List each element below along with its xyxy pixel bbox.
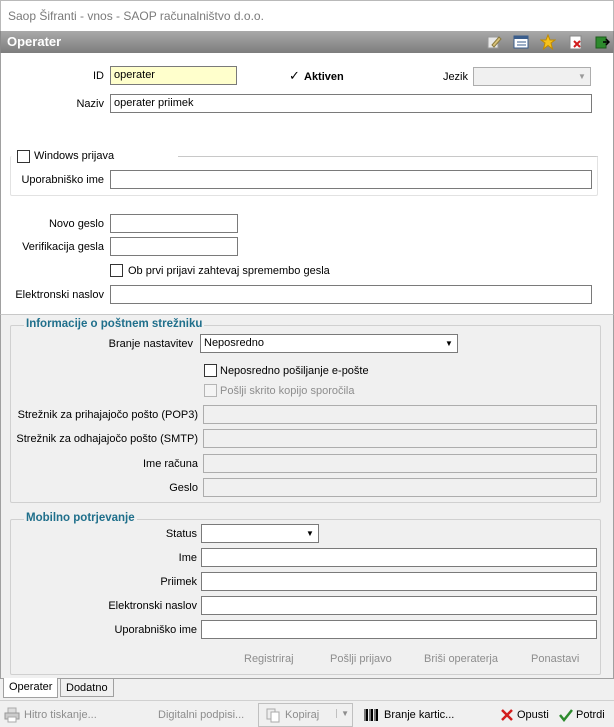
opusti-label: Opusti (517, 709, 549, 721)
ime-racuna-label: Ime računa (142, 458, 198, 470)
ime-racuna-input[interactable] (203, 454, 597, 473)
branje-kartic-label: Branje kartic... (384, 709, 455, 721)
chevron-down-icon[interactable]: ▼ (445, 339, 453, 348)
status-label: Status (165, 528, 197, 540)
geslo-input[interactable] (203, 478, 597, 497)
ime-input[interactable] (201, 548, 597, 567)
form-title: Operater (7, 34, 62, 49)
sprememba-gesla-checkbox[interactable] (110, 264, 123, 277)
tab-dodatno[interactable]: Dodatno (60, 678, 114, 697)
hitro-tiskanje-label: Hitro tiskanje... (24, 709, 97, 721)
uporabnisko-ime-input[interactable] (110, 170, 592, 189)
sprememba-gesla-label: Ob prvi prijavi zahtevaj spremembo gesla (128, 265, 330, 277)
uporabnisko-ime-label: Uporabniško ime (21, 174, 104, 186)
registriraj-button[interactable]: Registriraj (244, 653, 294, 665)
elektronski-naslov-input[interactable] (110, 285, 592, 304)
geslo-label: Geslo (169, 482, 198, 494)
verifikacija-gesla-label: Verifikacija gesla (22, 241, 104, 253)
check-icon (559, 708, 573, 722)
aktiven-label: Aktiven (304, 71, 344, 83)
skrito-checkbox[interactable] (204, 384, 217, 397)
skrito-label: Pošlji skrito kopijo sporočila (220, 385, 355, 397)
printer-icon (4, 707, 20, 723)
mail-group-title: Informacije o poštnem strežniku (26, 318, 203, 330)
naziv-label: Naziv (76, 98, 104, 110)
ime-label: Ime (178, 552, 197, 564)
digitalni-podpisi-button[interactable]: Digitalni podpisi... (158, 709, 245, 721)
novo-geslo-input[interactable] (110, 214, 238, 233)
id-input[interactable]: operater (110, 66, 237, 85)
aktiven-checkbox[interactable]: ✓ (289, 68, 300, 83)
ponastavi-button[interactable]: Ponastavi (531, 653, 580, 665)
chevron-down-icon[interactable]: ▼ (336, 709, 349, 718)
tab-operater[interactable]: Operater (3, 678, 58, 698)
delete-icon[interactable] (567, 33, 585, 51)
form-header (0, 31, 614, 53)
hitro-tiskanje-button[interactable] (4, 704, 97, 726)
novo-geslo-label: Novo geslo (48, 218, 104, 230)
mobile-username-label: Uporabniško ime (114, 624, 197, 636)
mobile-email-label: Elektronski naslov (108, 600, 197, 612)
potrdi-label: Potrdi (576, 709, 605, 721)
potrdi-button[interactable] (559, 704, 605, 726)
id-label: ID (93, 70, 104, 82)
exit-icon[interactable] (593, 33, 611, 51)
branje-kartic-button[interactable] (364, 704, 454, 726)
priimek-input[interactable] (201, 572, 597, 591)
elektronski-naslov-label: Elektronski naslov (15, 289, 104, 301)
smtp-label: Strežnik za odhajajočo pošto (SMTP) (16, 433, 198, 445)
windows-prijava-label: Windows prijava (34, 150, 115, 162)
priimek-label: Priimek (160, 576, 197, 588)
mobile-email-input[interactable] (201, 596, 597, 615)
list-icon[interactable] (512, 33, 530, 51)
naziv-input[interactable]: operater priimek (110, 94, 592, 113)
chevron-down-icon[interactable]: ▼ (306, 529, 314, 538)
neposredno-checkbox[interactable] (204, 364, 217, 377)
jezik-label: Jezik (442, 71, 468, 83)
pop3-label: Strežnik za prihajajočo pošto (POP3) (17, 409, 198, 421)
star-icon[interactable] (539, 33, 557, 51)
branje-label: Branje nastavitev (108, 338, 193, 350)
kopiraj-button[interactable] (258, 703, 353, 727)
close-icon (500, 708, 514, 722)
brisi-operaterja-button[interactable]: Briši operaterja (424, 653, 498, 665)
chevron-down-icon[interactable]: ▼ (578, 72, 586, 81)
window-title: Saop Šifranti - vnos - SAOP računalništvo d.o.o. (8, 9, 264, 23)
kopiraj-label: Kopiraj (285, 709, 320, 721)
pop3-input[interactable] (203, 405, 597, 424)
branje-select[interactable]: Neposredno ▼ (200, 334, 458, 353)
mobile-username-input[interactable] (201, 620, 597, 639)
poslji-prijavo-button[interactable]: Pošlji prijavo (330, 653, 392, 665)
opusti-button[interactable] (500, 704, 549, 726)
jezik-select[interactable] (473, 67, 591, 86)
mobile-group-title: Mobilno potrjevanje (26, 512, 135, 524)
smtp-input[interactable] (203, 429, 597, 448)
edit-icon[interactable] (485, 33, 503, 51)
status-select[interactable] (201, 524, 319, 543)
copy-icon (265, 707, 281, 723)
barcode-icon (364, 708, 380, 722)
window-titlebar (0, 0, 614, 31)
verifikacija-gesla-input[interactable] (110, 237, 238, 256)
neposredno-label: Neposredno pošiljanje e-pošte (220, 365, 369, 377)
